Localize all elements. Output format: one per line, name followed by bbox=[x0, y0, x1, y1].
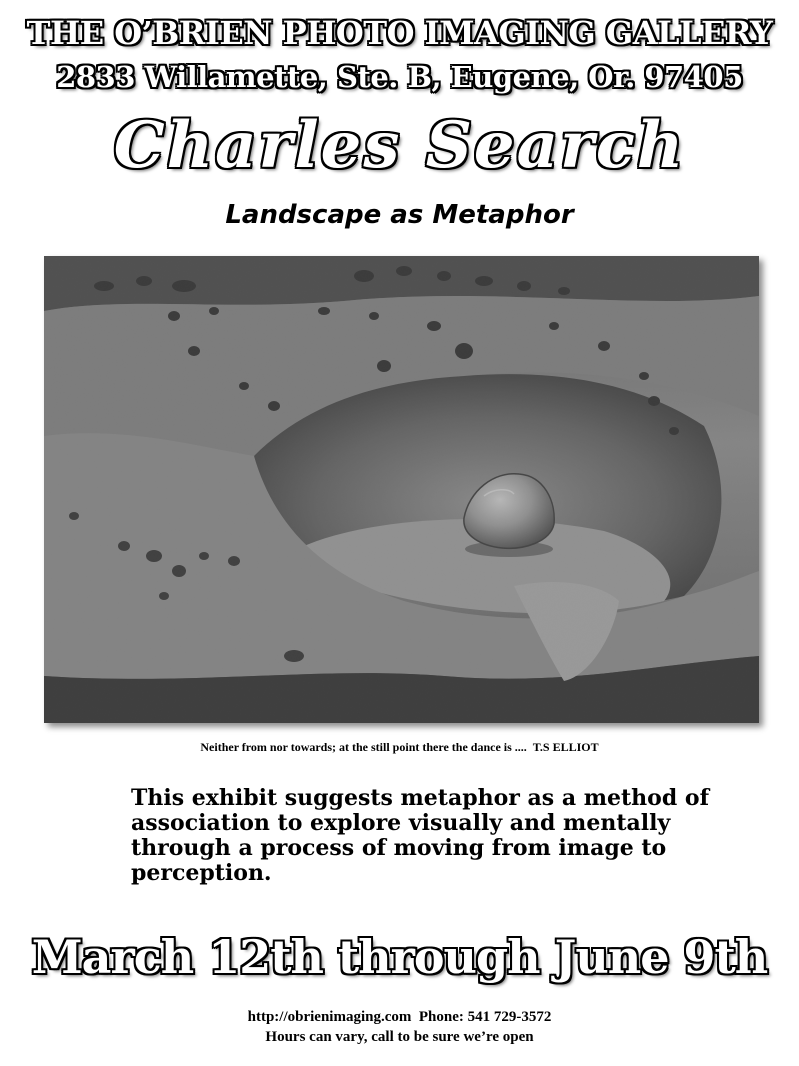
caption-quote: Neither from nor towards; at the still point there the dance is .... bbox=[200, 740, 527, 754]
contact-line bbox=[0, 1007, 799, 1027]
exhibit-dates: March 12th through June 9th bbox=[31, 930, 768, 984]
exhibit-photo bbox=[44, 256, 759, 723]
rock-formation-photo bbox=[44, 256, 759, 723]
website-link[interactable]: http://obrienimaging.com bbox=[247, 1009, 412, 1025]
exhibit-title: Landscape as Metaphor bbox=[225, 200, 574, 230]
photo-caption bbox=[0, 740, 799, 755]
gallery-name: THE O’BRIEN PHOTO IMAGING GALLERY bbox=[26, 14, 773, 52]
artist-name: Charles Search bbox=[113, 108, 686, 183]
exhibit-description: This exhibit suggests metaphor as a method of association to explore visually and mentally through a process of moving from image to perception. bbox=[131, 785, 710, 886]
hours-note: Hours can vary, call to be sure we’re open bbox=[265, 1029, 534, 1045]
caption-author: T.S ELLIOT bbox=[532, 740, 599, 754]
gallery-address: 2833 Willamette, Ste. B, Eugene, Or. 97405 bbox=[56, 60, 743, 94]
phone-number: Phone: 541 729-3572 bbox=[418, 1009, 552, 1025]
contact-info bbox=[0, 1007, 799, 1047]
